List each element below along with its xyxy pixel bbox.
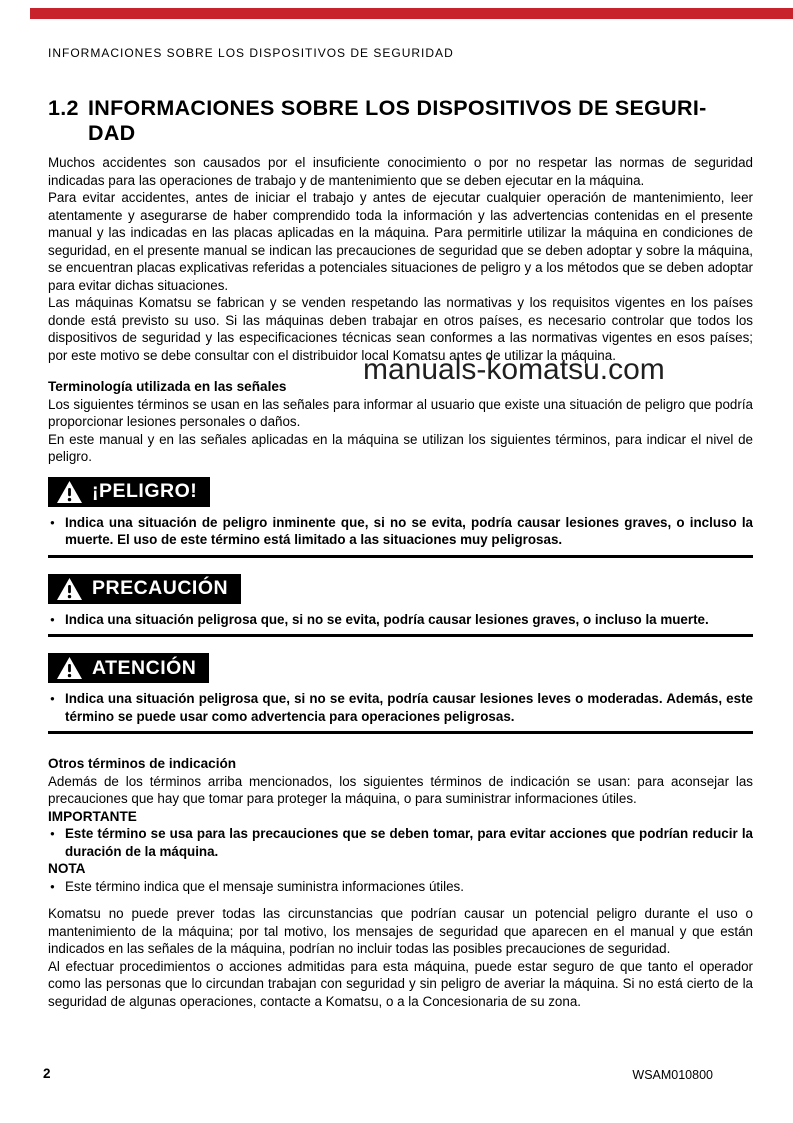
nota-item (48, 878, 753, 896)
warning-block-atencion (48, 653, 753, 734)
bullet-icon: ● (50, 694, 55, 703)
warning-divider (48, 731, 753, 734)
bullet-icon: ● (50, 881, 55, 891)
peligro-label: ¡PELIGRO! (92, 480, 198, 502)
warning-triangle-icon (56, 480, 83, 504)
nota-text: Este término indica que el mensaje suministra informaciones útiles. (65, 878, 464, 894)
page-number: 2 (43, 1066, 51, 1081)
section-title-line1: INFORMACIONES SOBRE LOS DISPOSITIVOS DE SEGURI- (88, 96, 707, 120)
warning-block-precaucion (48, 574, 753, 638)
intro-paragraph-2: Para evitar accidentes, antes de iniciar el trabajo y antes de ejecutar cualquier operación de mantenimiento, leer atentamente y asegurarse de haber comprendido toda la información y las advertencias contenidas en el presente manual y las indicadas en las placas aplicadas en la máquina. Para permitirle utilizar la máquina en condiciones de seguridad, en el presente manual se indican las precauciones de seguridad que se deben adoptar y sobre la máquina, se encuentran placas explicativas referidas a potenciales situaciones de peligro y a los métodos que se deben adoptar para evitar dichas situaciones. (48, 190, 753, 293)
warning-triangle-icon (56, 577, 83, 601)
top-red-bar (30, 8, 793, 19)
atencion-text: Indica una situación peligrosa que, si no se evita, podría causar lesiones leves o moderadas. Además, este término se puede usar como advertencia para operaciones peligrosas. (65, 691, 753, 724)
importante-label: IMPORTANTE (48, 808, 137, 824)
other-terms-heading: Otros términos de indicación (48, 756, 237, 771)
peligro-banner (48, 477, 210, 507)
watermark-text: manuals-komatsu.com (363, 353, 665, 386)
closing-paragraph-2: Al efectuar procedimientos o acciones admitidas para esta máquina, puede estar seguro de que tanto el operador como las personas que lo circundan trabajan con seguridad y sin peligro de averiar la máquina. Si no está cierto de la seguridad de algunas operaciones, contacte a Komatsu, o a la Concesionaria de su zona. (48, 958, 753, 1009)
atencion-banner (48, 653, 209, 683)
closing-paragraph-1: Komatsu no puede prever todas las circunstancias que podrían causar un potencial peligro durante el uso o mantenimiento de la máquina; por tal motivo, los mensajes de seguridad que aparecen en el manual y que están indicados en las señales de la máquina, podrían no incluir todas las posibles precauciones de seguridad. (48, 906, 753, 956)
bullet-icon: ● (50, 829, 55, 838)
precaucion-label: PRECAUCIÓN (92, 577, 229, 599)
importante-text: Este término se usa para las precauciones que se deben tomar, para evitar acciones que podrían reducir la duración de la máquina. (65, 826, 753, 859)
section-title-text (88, 96, 753, 146)
intro-paragraph-3: Las máquinas Komatsu se fabrican y se venden respetando las normativas y los requisitos vigentes en los países donde está previsto su uso. Si las máquinas deben trabajar en otros países, es necesario controlar que todos los dispositivos de seguridad y las especificaciones técnicas sean conformes a las normativas vigentes en esos países; por este motivo se debe consultar con el distribuidor local Komatsu antes de utilizar la máquina. (48, 295, 753, 363)
peligro-text: Indica una situación de peligro inminente que, si no se evita, podría causar lesiones graves, o incluso la muerte. El uso de este término está limitado a las situaciones muy peligrosas. (65, 514, 753, 547)
terminology-paragraph-1: Los siguientes términos se usan en las señales para informar al usuario que existe una situación de peligro que podría proporcionar lesiones personales o daños. (48, 396, 753, 429)
section-number: 1.2 (48, 96, 79, 120)
intro-paragraph-1: Muchos accidentes son causados por el insuficiente conocimiento o por no respetar las normas de seguridad indicadas para las operaciones de trabajo y de mantenimiento que se deben ejecutar en la máquina. (48, 155, 753, 188)
bullet-icon: ● (50, 517, 55, 527)
peligro-item (48, 514, 753, 549)
warning-divider (48, 634, 753, 637)
bullet-icon: ● (50, 614, 55, 624)
precaucion-item (48, 611, 753, 629)
page-content (48, 96, 753, 1010)
running-header: INFORMACIONES SOBRE LOS DISPOSITIVOS DE SEGURIDAD (48, 46, 454, 60)
precaucion-banner (48, 574, 241, 604)
terminology-paragraph-2: En este manual y en las señales aplicadas en la máquina se utilizan los siguientes términos, para indicar el nivel de peligro. (48, 431, 753, 464)
section-title-line2: DAD (88, 121, 136, 145)
nota-label: NOTA (48, 861, 86, 876)
atencion-label: ATENCIÓN (92, 656, 197, 679)
atencion-item (48, 690, 753, 725)
importante-item (48, 825, 753, 860)
warning-divider (48, 555, 753, 558)
other-terms-intro: Además de los términos arriba mencionados, los siguientes términos de indicación se usan: para aconsejar las precauciones que hay que tomar para proteger la máquina, o para suministrar informaciones útiles. (48, 773, 753, 806)
terminology-heading: Terminología utilizada en las señales (48, 379, 287, 394)
warning-block-peligro (48, 477, 753, 558)
document-code: WSAM010800 (632, 1068, 713, 1082)
precaucion-text: Indica una situación peligrosa que, si no se evita, podría causar lesiones graves, o incluso la muerte. (65, 611, 709, 627)
section-title (48, 96, 753, 146)
warning-triangle-icon (56, 656, 83, 680)
